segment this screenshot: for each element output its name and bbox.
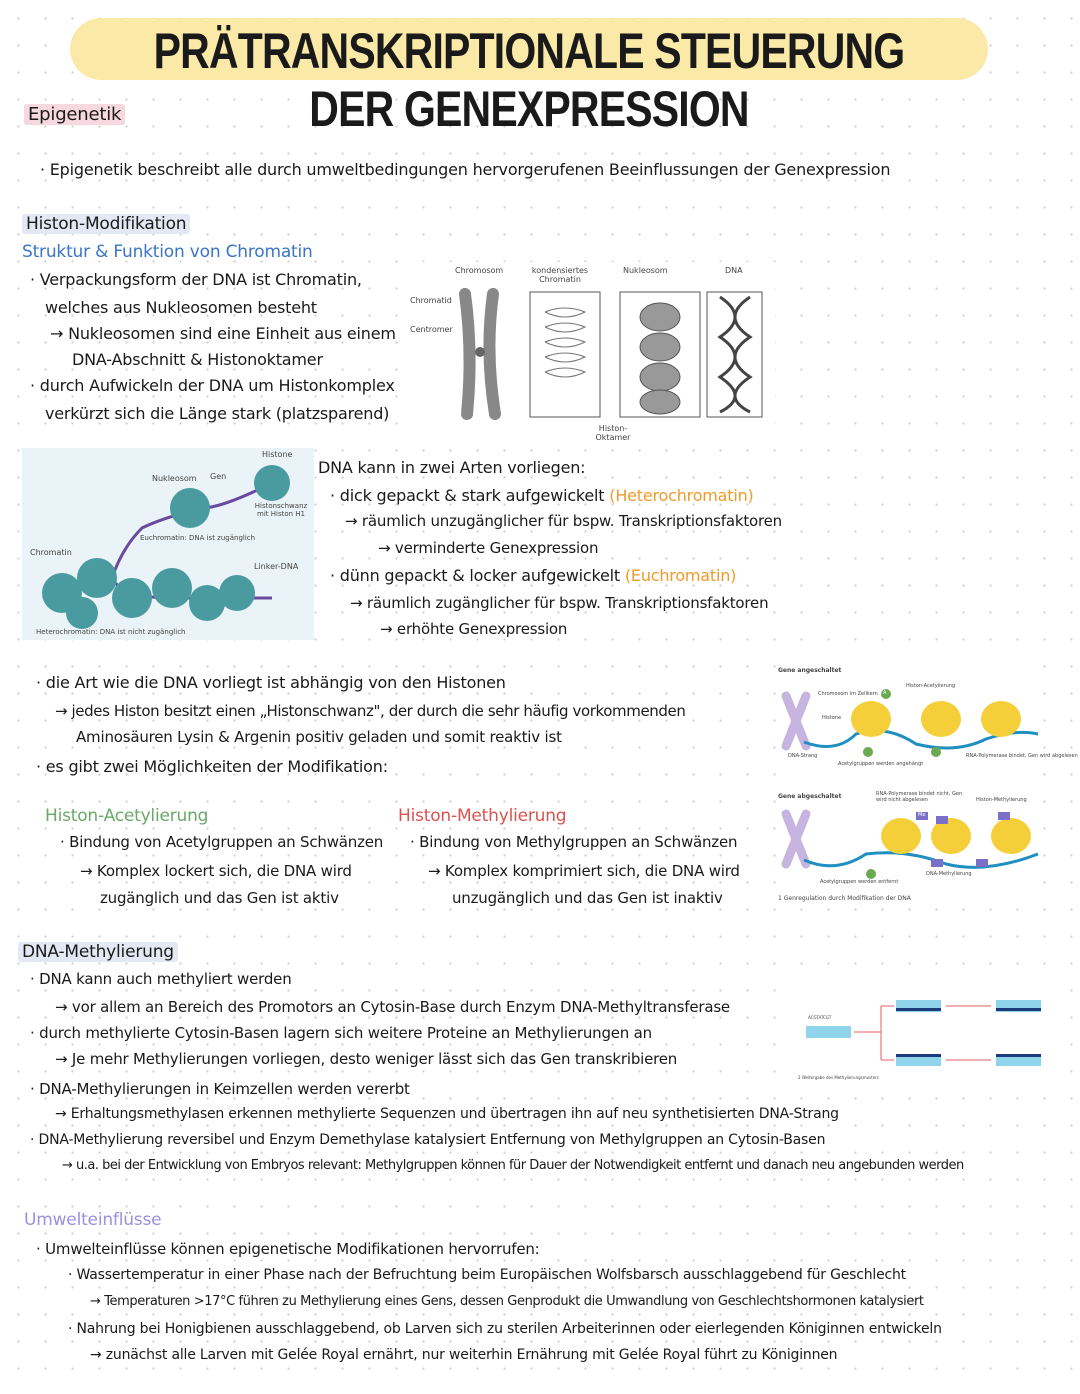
text-line: → Nukleosomen sind eine Einheit aus einem [50, 324, 396, 343]
label: Gene abgeschaltet [778, 793, 842, 800]
text-line: verkürzt sich die Länge stark (platzsparend) [45, 404, 390, 423]
label: Centromer [410, 325, 453, 334]
text-line: → erhöhte Genexpression [380, 620, 568, 638]
label: Nukleosom [623, 266, 668, 275]
label: Acetylgruppen werden entfernt [820, 879, 899, 885]
text-line: · es gibt zwei Möglichkeiten der Modifikation: [36, 757, 388, 776]
heading-epigenetik [24, 104, 125, 125]
text-line: · Nahrung bei Honigbienen ausschlaggebend, ob Larven sich zu sterilen Arbeiterinnen oder eierlegenden Königinnen entwickeln [68, 1321, 942, 1337]
label: Acetylgruppen werden angehängt [838, 761, 924, 767]
heading-methylierung: Histon-Methylierung [398, 806, 567, 826]
label: kondensiertes Chromatin [531, 266, 589, 285]
label: Gen [210, 472, 227, 481]
methylation-drawing [796, 988, 1046, 1084]
label: Histonschwanz mit Histon H1 [254, 502, 308, 519]
text-line [330, 566, 736, 585]
gene-regulation-figure [776, 664, 1078, 908]
label: Gene angeschaltet [778, 667, 842, 674]
label: RNA-Polymerase bindet nicht, Gen wird nicht abgelesen [876, 791, 963, 803]
text-line: Aminosäuren Lysin & Argenin positiv geladen und somit reaktiv ist [76, 728, 562, 746]
tag-euchromatin: (Euchromatin) [624, 566, 737, 585]
text-line: → räumlich unzugänglicher für bspw. Transkriptionsfaktoren [345, 512, 782, 530]
text-line [330, 486, 754, 505]
label: Nukleosom [152, 474, 197, 483]
heading-umwelteinfluesse: Umwelteinflüsse [24, 1210, 162, 1230]
heading-acetylierung: Histon-Acetylierung [45, 806, 209, 826]
gene-regulation-drawing [776, 664, 1040, 908]
text-line: unzugänglich und das Gen ist inaktiv [452, 889, 723, 907]
heading-dna-methylierung [18, 942, 178, 962]
label: Chromatin [30, 548, 72, 557]
text-line: DNA kann in zwei Arten vorliegen: [318, 458, 586, 477]
tag-heterochromatin: (Heterochromatin) [609, 486, 754, 505]
text-line: → vor allem an Bereich des Promotors an Cytosin-Base durch Enzym DNA-Methyltransferase [55, 998, 730, 1016]
text-line: · Bindung von Methylgruppen an Schwänzen [410, 833, 738, 851]
text-line: welches aus Nukleosomen besteht [45, 298, 317, 317]
text-line: · DNA-Methylierung reversibel und Enzym Demethylase katalysiert Entfernung von Methylgruppen an Cytosin-Basen [30, 1132, 826, 1148]
label: Histone [262, 450, 293, 459]
text-line: · DNA kann auch methyliert werden [30, 970, 292, 988]
label: Chromatid [410, 296, 452, 305]
text: · dick gepackt & stark aufgewickelt [330, 486, 605, 505]
text-line: · Bindung von Acetylgruppen an Schwänzen [60, 833, 384, 851]
label: Histon-Acetylierung [906, 683, 956, 689]
text-line: → Temperaturen >17°C führen zu Methylierung eines Gens, dessen Genprodukt die Umwandlung von Geschlechtshormonen katalysiert [90, 1294, 924, 1309]
text-line: · DNA-Methylierungen in Keimzellen werden vererbt [30, 1080, 410, 1098]
figure-caption: 1 Genregulation durch Modifikation der DNA [778, 895, 911, 902]
label: Heterochromatin: DNA ist nicht zugänglich [36, 628, 186, 636]
chromatin-drawing [405, 262, 775, 447]
text-line: → u.a. bei der Entwicklung von Embryos relevant: Methylgruppen können für Dauer der Notwendigkeit entfernt und danach neu angebunden werden [62, 1158, 964, 1173]
text-line: → zunächst alle Larven mit Gelée Royal ernährt, nur weiterhin Ernährung mit Gelée Royal führt zu Königinnen [90, 1347, 838, 1363]
heading-text: DNA-Methylierung [18, 942, 178, 962]
label: Linker-DNA [254, 562, 299, 571]
page-title: PRÄTRANSKRIPTIONALE STEUERUNG DER GENEXPRESSION [153, 23, 905, 137]
heading-histon [22, 214, 190, 234]
sequence: ACGTATCGT [808, 1015, 832, 1020]
text-line: → Komplex lockert sich, die DNA wird [80, 862, 352, 880]
text-line: · Verpackungsform der DNA ist Chromatin, [30, 270, 362, 289]
label: Euchromatin: DNA ist zugänglich [140, 534, 256, 542]
text-line: zugänglich und das Gen ist aktiv [100, 889, 339, 907]
figure-caption: 2 Weitergabe des Methylierungsmusters [798, 1075, 880, 1080]
heading-text: Epigenetik [24, 104, 125, 125]
label: Histon-Oktamer [595, 424, 631, 443]
label: Histon-Methylierung [976, 797, 1027, 803]
text-line: · durch Aufwickeln der DNA um Histonkomplex [30, 376, 395, 395]
methylation-inheritance-figure [796, 988, 1046, 1084]
text-line: · Umwelteinflüsse können epigenetische Modifikationen hervorrufen: [36, 1240, 540, 1258]
subheading-chromatin: Struktur & Funktion von Chromatin [22, 242, 313, 262]
label: DNA [725, 266, 743, 275]
label: Chromosom im Zellkern [818, 691, 878, 697]
chromatin-packing-figure [22, 448, 314, 640]
label: Chromosom [455, 266, 504, 275]
acetyl-tag: A [883, 690, 887, 696]
text-line: → jedes Histon besitzt einen „Histonschwanz", der durch die sehr häufig vorkommenden [55, 702, 686, 720]
text-line: DNA-Abschnitt & Histonoktamer [72, 350, 323, 369]
text-line: · die Art wie die DNA vorliegt ist abhängig von den Histonen [36, 673, 506, 692]
text-line: → verminderte Genexpression [378, 539, 599, 557]
heading-text: Histon-Modifikation [22, 214, 190, 234]
epigenetik-bullet: · Epigenetik beschreibt alle durch umweltbedingungen hervorgerufenen Beeinflussungen der Genexpression [40, 160, 891, 179]
label: DNA-Methylierung [926, 871, 972, 877]
label: Histone [822, 715, 842, 721]
text: · dünn gepackt & locker aufgewickelt [330, 566, 620, 585]
chromatin-structure-figure [405, 262, 775, 447]
text-line: · durch methylierte Cytosin-Basen lagern sich weitere Proteine an Methylierungen an [30, 1024, 652, 1042]
text-line: → Je mehr Methylierungen vorliegen, desto weniger lässt sich das Gen transkribieren [55, 1050, 678, 1068]
text-line: → Komplex komprimiert sich, die DNA wird [428, 862, 740, 880]
label: RNA-Polymerase bindet, Gen wird abgelesen [966, 753, 1078, 759]
text-line: → räumlich zugänglicher für bspw. Transkriptionsfaktoren [350, 594, 769, 612]
text-line: → Erhaltungsmethylasen erkennen methylierte Sequenzen und übertragen ihn auf neu synthetisierten DNA-Strang [55, 1106, 839, 1122]
methyl-tag: Me [918, 812, 926, 818]
label: DNA-Strang [788, 753, 818, 759]
text-line: · Wassertemperatur in einer Phase nach der Befruchtung beim Europäischen Wolfsbarsch ausschlaggebend für Geschlecht [68, 1267, 906, 1283]
